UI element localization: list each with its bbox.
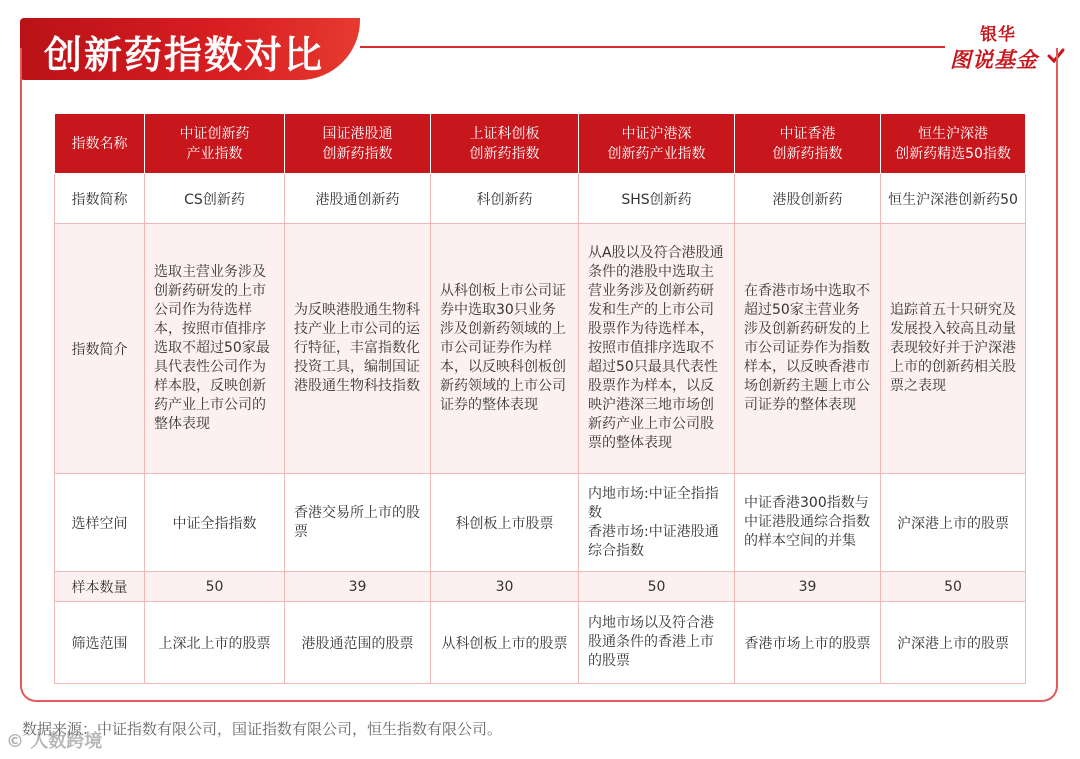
table-header-row: [55, 114, 1026, 174]
header-cell: 中证香港 创新药指数: [735, 114, 881, 174]
table-cell: 选取主营业务涉及创新药研发的上市公司作为待选样本，按照市值排序选取不超过50家最具代表性公司作为样本股，反映创新药产业上市公司的整体表现: [145, 224, 285, 474]
table-cell: 从A股以及符合港股通条件的港股中选取主营业务涉及创新药研发和生产的上市公司股票作为待选样本，按照市值排序选取不超过50只最具代表性股票作为样本，以反映沪港深三地市场创新药产业上市公司股票的整体表现: [579, 224, 735, 474]
row-label: 筛选范围: [55, 602, 145, 684]
table-cell: 港股通创新药: [285, 174, 431, 224]
table-cell: 港股通范围的股票: [285, 602, 431, 684]
table-row: [55, 474, 1026, 572]
table-cell: 内地市场:中证全指指数 香港市场:中证港股通综合指数: [579, 474, 735, 572]
table-cell: 科创板上市股票: [431, 474, 579, 572]
table-cell: 内地市场以及符合港股通条件的香港上市的股票: [579, 602, 735, 684]
table-cell: 上深北上市的股票: [145, 602, 285, 684]
table-row: [55, 174, 1026, 224]
table-cell: 从科创板上市的股票: [431, 602, 579, 684]
row-label: 选样空间: [55, 474, 145, 572]
table-cell: 30: [431, 572, 579, 602]
table-cell: 香港交易所上市的股票: [285, 474, 431, 572]
data-source-note: 数据来源：中证指数有限公司，国证指数有限公司，恒生指数有限公司。: [22, 720, 503, 738]
table-cell: SHS创新药: [579, 174, 735, 224]
table-cell: 50: [145, 572, 285, 602]
table-cell: 港股创新药: [735, 174, 881, 224]
comparison-table: [54, 113, 1026, 684]
table-row: [55, 602, 1026, 684]
header-cell: 中证创新药 产业指数: [145, 114, 285, 174]
table-cell: 追踪首五十只研究及发展投入较高且动量表现较好并于沪深港上市的创新药相关股票之表现: [881, 224, 1026, 474]
table-row: [55, 224, 1026, 474]
table-cell: 香港市场上市的股票: [735, 602, 881, 684]
row-label: 指数简介: [55, 224, 145, 474]
header-cell: 恒生沪深港 创新药精选50指数: [881, 114, 1026, 174]
row-label: 样本数量: [55, 572, 145, 602]
table-cell: 39: [735, 572, 881, 602]
table-cell: 从科创板上市公司证券中选取30只业务涉及创新药领域的上市公司证券作为样本，以反映科创板创新药领域的上市公司证券的整体表现: [431, 224, 579, 474]
table-cell: 50: [579, 572, 735, 602]
table-cell: 科创新药: [431, 174, 579, 224]
watermark: © 人数跨境: [6, 731, 103, 752]
header-cell: 指数名称: [55, 114, 145, 174]
header-cell: 上证科创板 创新药指数: [431, 114, 579, 174]
table-cell: 沪深港上市的股票: [881, 474, 1026, 572]
table-row: [55, 572, 1026, 602]
table-cell: 50: [881, 572, 1026, 602]
table-cell: 为反映港股通生物科技产业上市公司的运行特征，丰富指数化投资工具，编制国证港股通生物科技指数: [285, 224, 431, 474]
table-cell: CS创新药: [145, 174, 285, 224]
table-cell: 中证香港300指数与中证港股通综合指数的样本空间的并集: [735, 474, 881, 572]
table-cell: 39: [285, 572, 431, 602]
header-cell: 中证沪港深 创新药产业指数: [579, 114, 735, 174]
brand-bottom-text: 图说基金: [950, 48, 1038, 72]
brand-top-text: 银华: [980, 25, 1016, 45]
table-cell: 在香港市场中选取不超过50家主营业务涉及创新药研发的上市公司证券作为指数样本，以反映香港市场创新药主题上市公司证券的整体表现: [735, 224, 881, 474]
page-title: 创新药指数对比: [44, 33, 325, 77]
table-cell: 恒生沪深港创新药50: [881, 174, 1026, 224]
header-cell: 国证港股通 创新药指数: [285, 114, 431, 174]
table-cell: 沪深港上市的股票: [881, 602, 1026, 684]
table-cell: 中证全指指数: [145, 474, 285, 572]
row-label: 指数简称: [55, 174, 145, 224]
